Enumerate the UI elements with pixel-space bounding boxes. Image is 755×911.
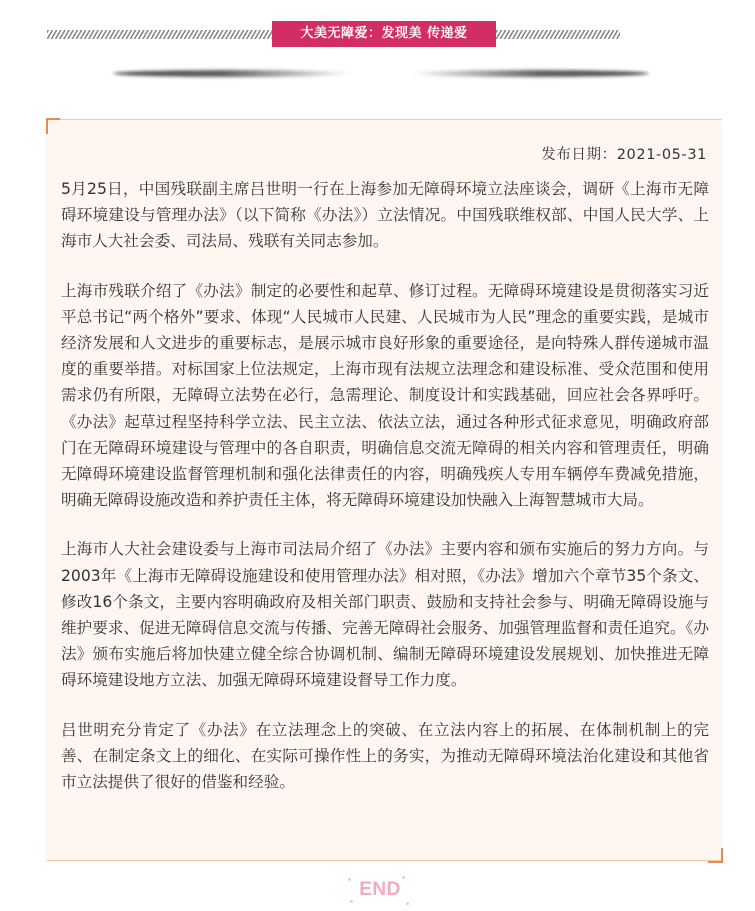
article-paragraph: 5月25日，中国残联副主席吕世明一行在上海参加无障碍环境立法座谈会，调研《上海市无障碍环境建设与管理办法》（以下简称《办法》）立法情况。中国残联维权部、中国人民大学、上海市人大社会委、司法局、残联有关同志参加。 <box>61 180 709 251</box>
decorative-shadow-divider <box>113 68 649 82</box>
sparkle-icon <box>402 876 405 879</box>
shadow-divider-right <box>409 70 649 77</box>
frame-corner-bottom-right <box>708 848 723 863</box>
article-paragraph: 上海市人大社会建设委与上海市司法局介绍了《办法》主要内容和颁布实施后的努力方向。与2003年《上海市无障碍设施建设和使用管理办法》相对照，《办法》增加六个章节35个条文、修改16个条文，主要内容明确政府及相关部门职责、鼓励和支持社会参与、明确无障碍设施与维护要求、促进无障碍信息交流与传播、完善无障碍社会服务、加强管理监督和责任追究。《办法》颁布实施后将加快建立健全综合协调机制、编制无障碍环境建设发展规划、加快推进无障碍环境建设地方立法、加强无障碍环境建设督导工作力度。 <box>61 540 709 690</box>
end-mark <box>330 872 430 908</box>
publish-date: 发布日期：2021-05-31 <box>541 147 707 163</box>
section-banner: 大美无障爱：发现美 传递爱 <box>272 21 496 47</box>
article-paragraph: 上海市残联介绍了《办法》制定的必要性和起草、修订过程。无障碍环境建设是贯彻落实习近平总书记“两个格外”要求、体现“人民城市人民建、人民城市为人民”理念的重要实践，是城市经济发展和人文进步的重要标志，是展示城市良好形象的重要途径，是向特殊人群传递城市温度的重要举措。对标国家上位法规定，上海市现有法规立法理念和建设标准、受众范围和使用需求仍有所限，无障碍立法势在必行，急需理论、制度设计和实践基础，回应社会各界呼吁。《办法》起草过程坚持科学立法、民主立法、依法立法，通过各种形式征求意见，明确政府部门在无障碍环境建设与管理中的各自职责，明确信息交流无障碍的相关内容和管理责任，明确无障碍环境建设监督管理机制和强化法律责任的内容，明确残疾人专用车辆停车费减免措施，明确无障碍设施改造和养护责任主体，将无障碍环境建设加快融入上海智慧城市大局。 <box>61 281 709 510</box>
article-paragraph: 吕世明充分肯定了《办法》在立法理念上的突破、在立法内容上的拓展、在体制机制上的完善、在制定条文上的细化、在实际可操作性上的务实，为推动无障碍环境法治化建设和其他省市立法提供了很好的借鉴和经验。 <box>61 720 709 792</box>
shadow-divider-left <box>113 70 353 77</box>
sparkle-icon <box>348 878 351 881</box>
sparkle-icon <box>350 900 353 903</box>
sparkle-icon <box>406 902 409 905</box>
article-body <box>61 176 709 818</box>
frame-corner-top-left <box>46 118 60 134</box>
end-label: END <box>359 879 401 900</box>
